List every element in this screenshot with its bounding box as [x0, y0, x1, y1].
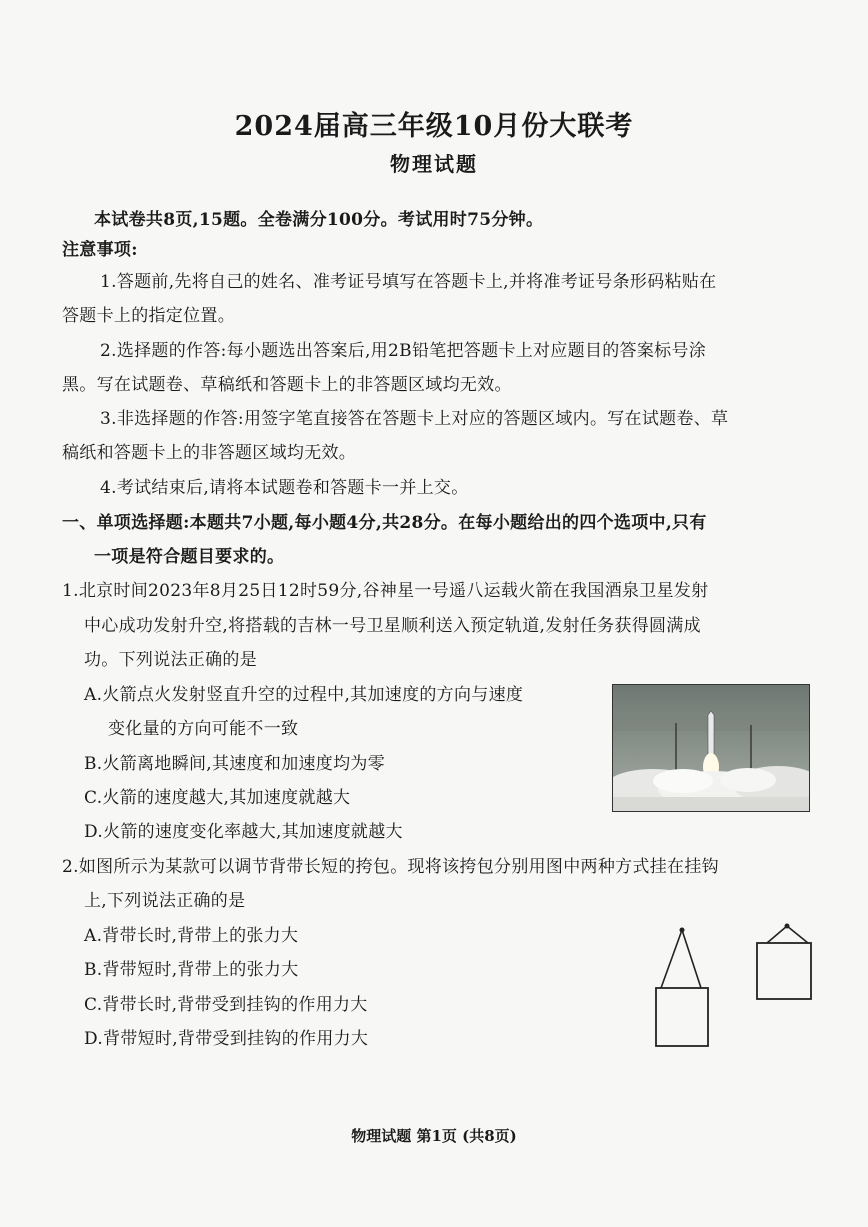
notice-item-2-line-1: 2.选择题的作答:每小题选出答案后,用2B铅笔把答题卡上对应题目的答案标号涂 [100, 341, 707, 361]
long-strap-bag [656, 928, 708, 1047]
q2-stem-line-1: 2.如图所示为某款可以调节背带长短的挎包。现将该挎包分别用图中两种方式挂在挂钩 [62, 857, 719, 877]
q2-option-b: B.背带短时,背带上的张力大 [84, 960, 299, 980]
q2-stem-line-2: 上,下列说法正确的是 [84, 891, 246, 911]
section-heading-line-2: 一项是符合题目要求的。 [94, 547, 285, 567]
q1-stem-line-1: 1.北京时间2023年8月25日12时59分,谷神星一号遥八运载火箭在我国酒泉卫星发射 [62, 581, 709, 601]
rocket-launch-photo [612, 684, 810, 812]
notice-item-1-line-1: 1.答题前,先将自己的姓名、准考证号填写在答题卡上,并将准考证号条形码粘贴在 [100, 272, 717, 292]
q1-option-d: D.火箭的速度变化率越大,其加速度就越大 [84, 822, 403, 842]
notice-item-1-line-2: 答题卡上的指定位置。 [62, 306, 235, 326]
exam-subtitle: 物理试题 [390, 152, 478, 176]
notice-item-4: 4.考试结束后,请将本试题卷和答题卡一并上交。 [100, 478, 469, 498]
page-footer: 物理试题 第1页 (共8页) [351, 1127, 517, 1145]
q1-stem-line-2: 中心成功发射升空,将搭载的吉林一号卫星顺利送入预定轨道,发射任务获得圆满成 [84, 616, 701, 636]
notice-item-3-line-2: 稿纸和答题卡上的非答题区域均无效。 [62, 443, 357, 463]
notice-item-3-line-1: 3.非选择题的作答:用签字笔直接答在答题卡上对应的答题区域内。写在试题卷、草 [100, 409, 729, 429]
exam-intro: 本试卷共8页,15题。全卷满分100分。考试用时75分钟。 [94, 210, 544, 230]
notice-heading: 注意事项: [62, 240, 138, 260]
notice-item-2-line-2: 黑。写在试题卷、草稿纸和答题卡上的非答题区域均无效。 [62, 375, 512, 395]
q1-option-b: B.火箭离地瞬间,其速度和加速度均为零 [84, 754, 385, 774]
q1-option-a-line-2: 变化量的方向可能不一致 [108, 719, 299, 739]
q1-stem-line-3: 功。下列说法正确的是 [84, 650, 257, 670]
short-strap-bag [757, 924, 811, 1000]
section-heading-line-1: 一、单项选择题:本题共7小题,每小题4分,共28分。在每小题给出的四个选项中,只有 [62, 513, 707, 533]
q1-option-c: C.火箭的速度越大,其加速度就越大 [84, 788, 351, 808]
q2-option-a: A.背带长时,背带上的张力大 [84, 926, 299, 946]
q2-option-d: D.背带短时,背带受到挂钩的作用力大 [84, 1029, 369, 1049]
hanging-bags-figure [645, 920, 825, 1050]
q2-option-c: C.背带长时,背带受到挂钩的作用力大 [84, 995, 368, 1015]
q1-option-a-line-1: A.火箭点火发射竖直升空的过程中,其加速度的方向与速度 [84, 685, 524, 705]
exam-title: 2024届高三年级10月份大联考 [234, 111, 634, 142]
